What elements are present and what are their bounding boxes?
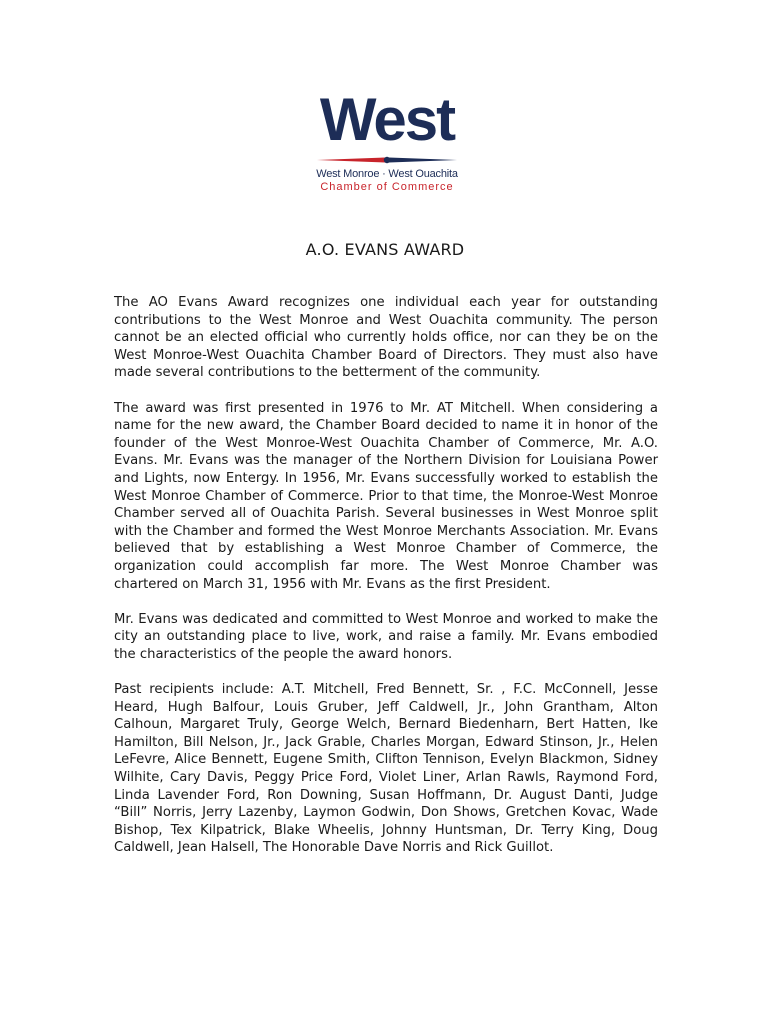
logo-swoosh-dot — [384, 157, 390, 163]
paragraph-award-description: The AO Evans Award recognizes one individual each year for outstanding contributions to the West Monroe and West Ouachita community. The person cannot be an elected official who currently holds office, nor can they be on the West Monroe-West Ouachita Chamber Board of Directors. They must also have made several contributions to the betterment of the community. — [114, 295, 658, 381]
paragraph-award-history: The award was first presented in 1976 to Mr. AT Mitchell. When considering a name for the new award, the Chamber Board decided to name it in honor of the founder of the West Monroe-West Ouachita Chamber of Commerce, Mr. A.O. Evans. Mr. Evans was the manager of the Northern Division for Louisiana Power and Lights, now Entergy. In 1956, Mr. Evans successfully worked to establish the West Monroe Chamber of Commerce. Prior to that time, the Monroe-West Monroe Chamber served all of Ouachita Parish. Several businesses in West Monroe split with the Chamber and formed the West Monroe Merchants Association. Mr. Evans believed that by establishing a West Monroe Chamber of Commerce, the organization could accomplish far more. The West Monroe Chamber was chartered on March 31, 1956 with Mr. Evans as the first President. — [114, 400, 658, 592]
logo-wordmark: West — [319, 86, 455, 153]
logo-chamber-text: Chamber of Commerce — [320, 181, 454, 193]
logo-subtitle: West Monroe · West Ouachita — [316, 168, 458, 180]
logo-swoosh-navy — [389, 158, 457, 163]
paragraph-past-recipients: Past recipients include: A.T. Mitchell, Fred Bennett, Sr. , F.C. McConnell, Jesse Heard, Hugh Balfour, Louis Gruber, Jeff Caldwell, Jr., John Grantham, Alton Calhoun, Margaret Truly, George Welch, Bernard Biedenharn, Bert Hatten, Ike Hamilton, Bill Nelson, Jr., Jack Grable, Charles Morgan, Edward Stinson, Jr., Helen LeFevre, Alice Bennett, Eugene Smith, Clifton Tennison, Evelyn Blackmon, Sidney Wilhite, Cary Davis, Peggy Price Ford, Violet Liner, Arlan Rawls, Raymond Ford, Linda Lavender Ford, Ron Downing, Susan Hoffmann, Dr. August Danti, Judge “Bill” Norris, Jerry Lazenby, Laymon Godwin, Don Shows, Gretchen Kovac, Wade Bishop, Tex Kilpatrick, Blake Wheelis, Johnny Huntsman, Dr. Terry King, Doug Caldwell, Jean Halsell, The Honorable Dave Norris and Rick Guillot. — [114, 682, 658, 856]
chamber-logo — [314, 86, 460, 198]
logo-swoosh-red — [317, 158, 385, 163]
document-body — [114, 294, 658, 875]
paragraph-evans-dedication: Mr. Evans was dedicated and committed to West Monroe and worked to make the city an outstanding place to live, work, and raise a family. Mr. Evans embodied the characteristics of the people the award honors. — [114, 611, 658, 662]
logo-swoosh-bar — [317, 156, 457, 164]
document-title: A.O. EVANS AWARD — [305, 240, 465, 259]
